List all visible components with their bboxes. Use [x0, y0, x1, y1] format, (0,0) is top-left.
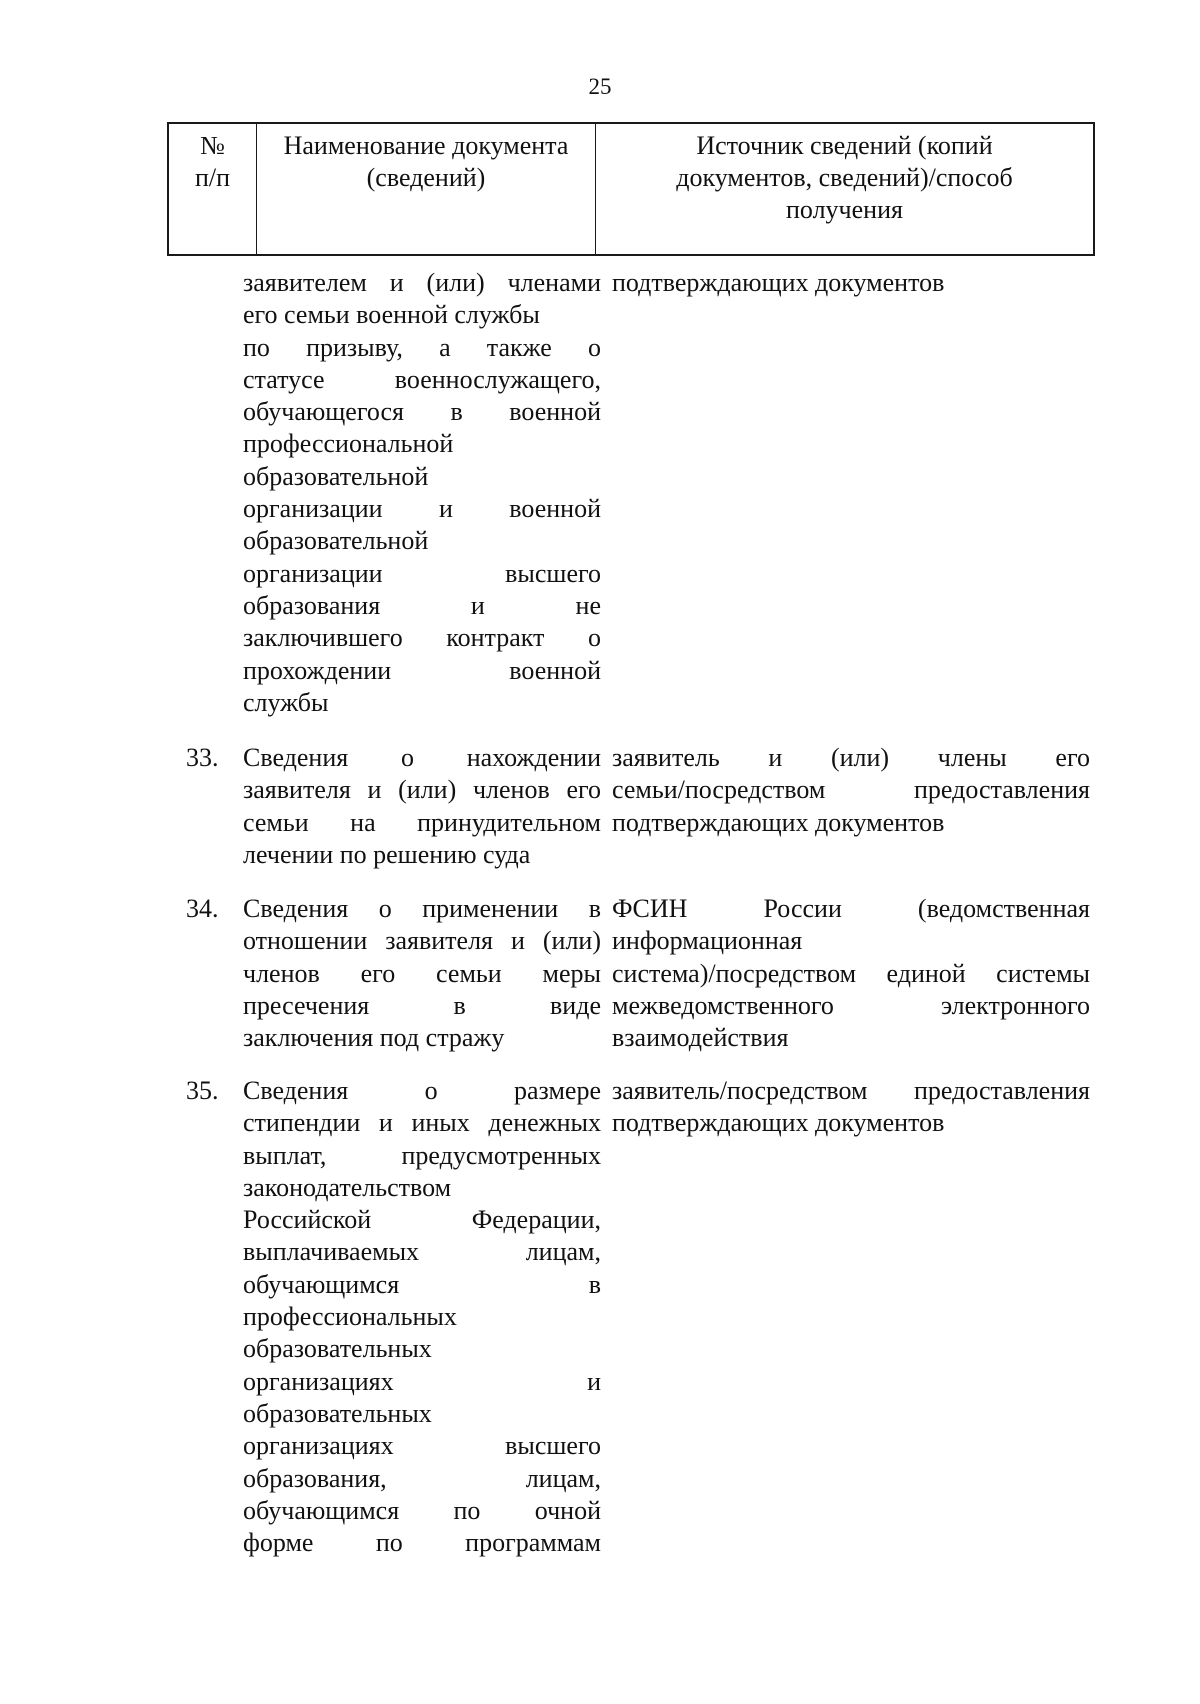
text-line: статусе военнослужащего, [243, 364, 601, 394]
text-line: лечении по решению суда [243, 839, 531, 869]
text-line: заключения под стражу [243, 1023, 505, 1053]
header-text: (сведений) [366, 163, 486, 192]
text-line: организациях и [243, 1366, 601, 1396]
text-line: выплат, предусмотренных [243, 1140, 601, 1170]
text-line: его семьи военной службы [243, 300, 540, 330]
text-line: заявитель/посредством предоставления [612, 1076, 1090, 1105]
text-line: пресечения в виде [243, 990, 601, 1020]
text-line: образовательной [243, 461, 429, 491]
text-line: ФСИН России (ведомственная [612, 894, 1090, 923]
text-line: Сведения о нахождении [243, 743, 601, 772]
text-line: законодательством [243, 1172, 452, 1202]
text-line: организации высшего [243, 558, 601, 588]
text-line: членов его семьи меры [243, 958, 601, 988]
text-line: система)/посредством единой системы [612, 958, 1090, 988]
text-line: профессиональной [243, 429, 454, 459]
header-text: документов, сведений)/способ [676, 163, 1013, 192]
row-source [612, 893, 1090, 1054]
row-source [612, 1075, 1090, 1140]
header-text: Наименование документа [283, 131, 569, 160]
header-text: п/п [194, 163, 231, 192]
row-source [612, 742, 1090, 839]
text-line: заключившего контракт о [243, 623, 601, 653]
text-line: отношении заявителя и (или) [243, 926, 601, 956]
text-line: межведомственного электронного [612, 990, 1090, 1020]
text-line: образования и не [243, 590, 601, 620]
text-line: стипендии и иных денежных [243, 1108, 601, 1138]
text-line: образовательных [243, 1398, 432, 1428]
table-header [167, 122, 1095, 256]
text-line: подтверждающих документов [612, 807, 945, 837]
text-line: организации и военной [243, 494, 601, 524]
text-line: заявитель и (или) члены его [612, 743, 1090, 772]
page-number: 25 [588, 74, 612, 99]
text-line: профессиональных [243, 1302, 457, 1332]
text-line: взаимодействия [612, 1023, 789, 1053]
row-number: 35. [186, 1076, 219, 1105]
row-document-name [243, 1075, 601, 1559]
text-line: Сведения о применении в [243, 894, 601, 923]
header-text: Источник сведений (копий [696, 131, 993, 160]
text-line: Российской Федерации, [243, 1205, 601, 1235]
text-line: заявителем и (или) членами [243, 268, 601, 297]
header-text: № [200, 131, 225, 160]
header-cell-source [596, 124, 1093, 254]
header-text: получения [786, 195, 903, 224]
text-line: образования, лицам, [243, 1463, 601, 1493]
text-line: образовательных [243, 1334, 432, 1364]
row-document-name [243, 267, 601, 719]
row-number: 33. [186, 743, 219, 772]
row-document-name [243, 742, 601, 871]
text-line: прохождении военной [243, 655, 601, 685]
text-line: обучающимся в [243, 1269, 601, 1299]
text-line: информационная [612, 926, 803, 956]
text-line: обучающегося в военной [243, 397, 601, 427]
text-line: по призыву, а также о [243, 332, 601, 362]
text-line: семьи/посредством предоставления [612, 775, 1090, 805]
text-line: форме по программам [243, 1528, 601, 1558]
text-line: семьи на принудительном [243, 807, 601, 837]
row-number: 34. [186, 894, 219, 923]
text-line: подтверждающих документов [612, 268, 945, 297]
text-line: организациях высшего [243, 1431, 601, 1461]
text-line: образовательной [243, 526, 429, 556]
row-source [612, 267, 1090, 299]
header-cell-document-name [257, 124, 596, 254]
text-line: выплачиваемых лицам, [243, 1237, 601, 1267]
text-line: подтверждающих документов [612, 1108, 945, 1138]
text-line: Сведения о размере [243, 1076, 601, 1105]
row-document-name [243, 893, 601, 1054]
header-cell-number [169, 124, 257, 254]
text-line: обучающимся по очной [243, 1495, 601, 1525]
text-line: заявителя и (или) членов его [243, 775, 601, 805]
text-line: службы [243, 687, 329, 717]
